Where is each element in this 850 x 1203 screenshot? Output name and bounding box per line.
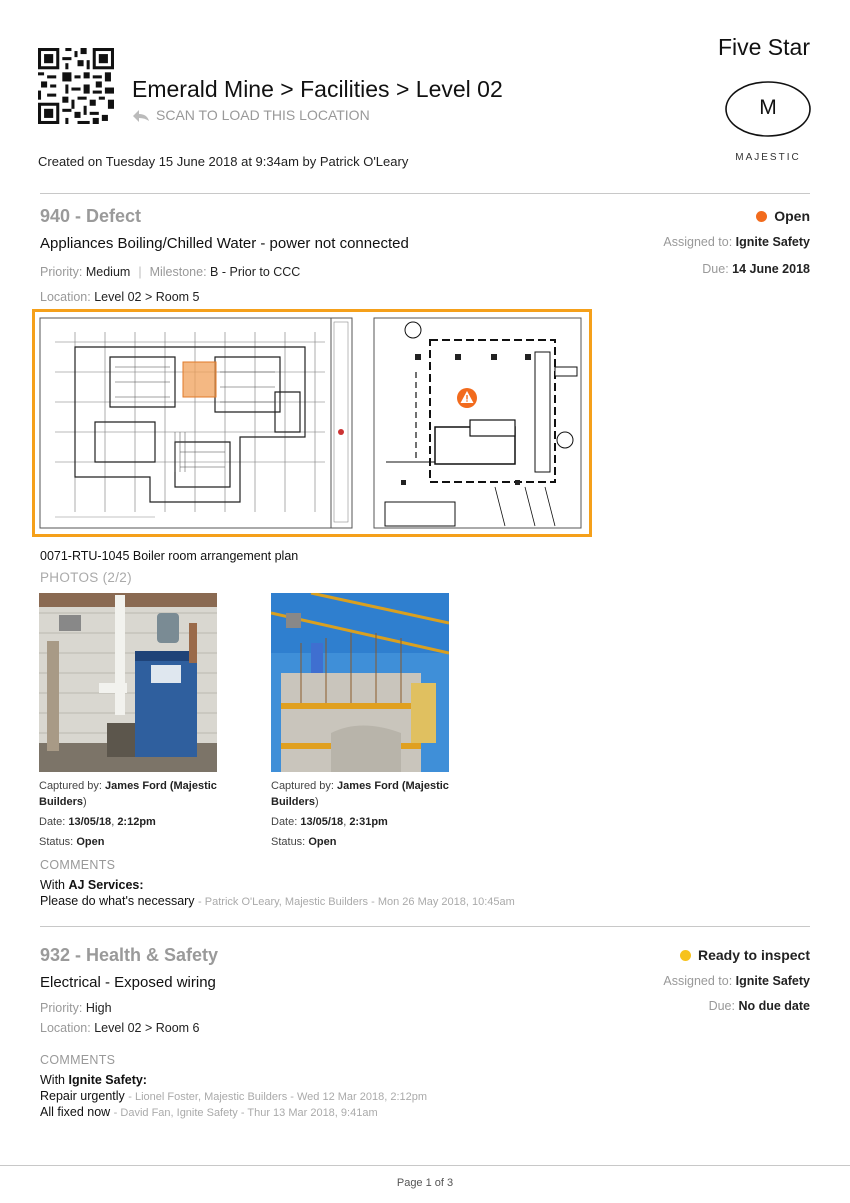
captured-value-cont: Builders: [271, 796, 316, 808]
photo-info: [39, 778, 239, 850]
divider: [40, 926, 810, 927]
photo-status: [39, 834, 239, 850]
with-party: Ignite Safety:: [68, 1073, 147, 1087]
plan-detail: [374, 318, 581, 528]
due-date: [709, 999, 810, 1013]
issue-title: Appliances Boiling/Chilled Water - power not connected: [40, 235, 409, 252]
assigned-value: Ignite Safety: [735, 235, 810, 249]
divider: [40, 193, 810, 194]
captured-by-cont: Builders): [271, 796, 319, 808]
status-value: Open: [76, 836, 105, 848]
issue-title: Electrical - Exposed wiring: [40, 974, 216, 991]
floor-plan-thumbnail[interactable]: [32, 309, 592, 537]
due-label: Due:: [702, 262, 729, 276]
comment-text: Please do what's necessary: [40, 894, 195, 908]
issue-priority: [40, 1001, 112, 1015]
date-value: 13/05/18: [68, 816, 112, 828]
comment-author: - David Fan, Ignite Safety - Thur 13 Mar 2018, 9:41am: [113, 1107, 378, 1119]
captured-label: Captured by:: [271, 780, 334, 792]
issue-priority-milestone: [40, 265, 300, 279]
issue-id[interactable]: 932 - Health & Safety: [40, 945, 219, 965]
comment: [40, 1105, 378, 1119]
comment-author: - Patrick O'Leary, Majestic Builders - Mon 26 May 2018, 10:45am: [198, 896, 515, 908]
captured-label: Captured by:: [39, 780, 102, 792]
photo-boiler[interactable]: [39, 593, 217, 772]
qr-code[interactable]: [38, 48, 114, 124]
issue-id[interactable]: 940 - Defect: [40, 206, 142, 226]
time-value: 2:12pm: [117, 816, 156, 828]
comments-heading: COMMENTS: [40, 858, 116, 872]
location-value: Level 02 > Room 5: [94, 290, 200, 304]
meta-separator: |: [138, 265, 142, 279]
assigned-label: Assigned to:: [663, 974, 733, 988]
priority-value: Medium: [85, 265, 131, 279]
status-text: Ready to inspect: [697, 947, 810, 963]
date-value: 13/05/18: [300, 816, 344, 828]
date-label: Date:: [39, 816, 66, 828]
date-label: Date:: [271, 816, 298, 828]
comments-heading: COMMENTS: [40, 1053, 116, 1067]
logo-wordmark: MAJESTIC: [735, 152, 801, 163]
comment: [40, 894, 515, 908]
status-label: Status:: [271, 836, 306, 848]
status-dot-icon: [680, 950, 691, 961]
issue-location: [40, 1021, 200, 1035]
created-info: Created on Tuesday 15 June 2018 at 9:34am by Patrick O'Leary: [38, 154, 409, 169]
logo-letter: M: [759, 96, 777, 119]
location-label: Location:: [40, 1021, 91, 1035]
comment-text: Repair urgently: [40, 1089, 125, 1103]
assigned-to: [663, 974, 810, 988]
captured-by: [39, 778, 239, 794]
comment-author: - Lionel Foster, Majestic Builders - Wed 12 Mar 2018, 2:12pm: [128, 1091, 428, 1103]
status-text: Open: [774, 208, 810, 224]
photo-construction[interactable]: [271, 593, 449, 772]
brand-name: Five Star: [717, 34, 810, 60]
photo-date: Date: 13/05/18, 2:31pm: [271, 816, 388, 828]
priority-label: Priority:: [40, 265, 83, 279]
arrow-back-icon: [132, 109, 150, 123]
assigned-value: Ignite Safety: [735, 974, 810, 988]
milestone-label: Milestone:: [149, 265, 207, 279]
scan-hint: [132, 107, 370, 123]
priority-value: High: [85, 1001, 112, 1015]
captured-value-cont: Builders: [39, 796, 84, 808]
captured-by: [271, 778, 471, 794]
issue-status: [680, 947, 810, 963]
time-value: 2:31pm: [349, 816, 388, 828]
captured-value: James Ford (Majestic: [105, 780, 217, 792]
photo-info: [271, 778, 471, 850]
due-date: [702, 262, 810, 276]
status-value: Open: [308, 836, 337, 848]
plan-caption: 0071-RTU-1045 Boiler room arrangement plan: [40, 549, 299, 563]
issue-status: [756, 208, 810, 224]
captured-value: James Ford (Majestic: [337, 780, 449, 792]
comment-with: [40, 1073, 147, 1087]
comment-with: [40, 878, 144, 892]
with-label: With: [40, 878, 65, 892]
photo-date: Date: 13/05/18, 2:12pm: [39, 816, 156, 828]
page-number: Page 1 of 3: [396, 1177, 454, 1189]
with-label: With: [40, 1073, 65, 1087]
photo-status: [271, 834, 471, 850]
with-party: AJ Services:: [68, 878, 144, 892]
assigned-to: [663, 235, 810, 249]
location-label: Location:: [40, 290, 91, 304]
location-value: Level 02 > Room 6: [94, 1021, 200, 1035]
due-label: Due:: [708, 999, 735, 1013]
comment-text: All fixed now: [40, 1105, 111, 1119]
milestone-value: B - Prior to CCC: [210, 265, 301, 279]
issue-location: [40, 290, 200, 304]
status-dot-icon: [756, 211, 767, 222]
due-value: No due date: [738, 999, 810, 1013]
scan-hint-text: SCAN TO LOAD THIS LOCATION: [156, 107, 370, 123]
status-label: Status:: [39, 836, 74, 848]
captured-by-cont: Builders): [39, 796, 87, 808]
assigned-label: Assigned to:: [663, 235, 733, 249]
comment: [40, 1089, 427, 1103]
due-value: 14 June 2018: [732, 262, 810, 276]
footer-divider: [0, 1165, 850, 1166]
priority-label: Priority:: [40, 1001, 83, 1015]
photos-heading: PHOTOS (2/2): [40, 570, 132, 585]
majestic-logo: [724, 80, 812, 138]
plan-overview: [40, 318, 352, 528]
location-breadcrumb-title: Emerald Mine > Facilities > Level 02: [132, 76, 503, 102]
